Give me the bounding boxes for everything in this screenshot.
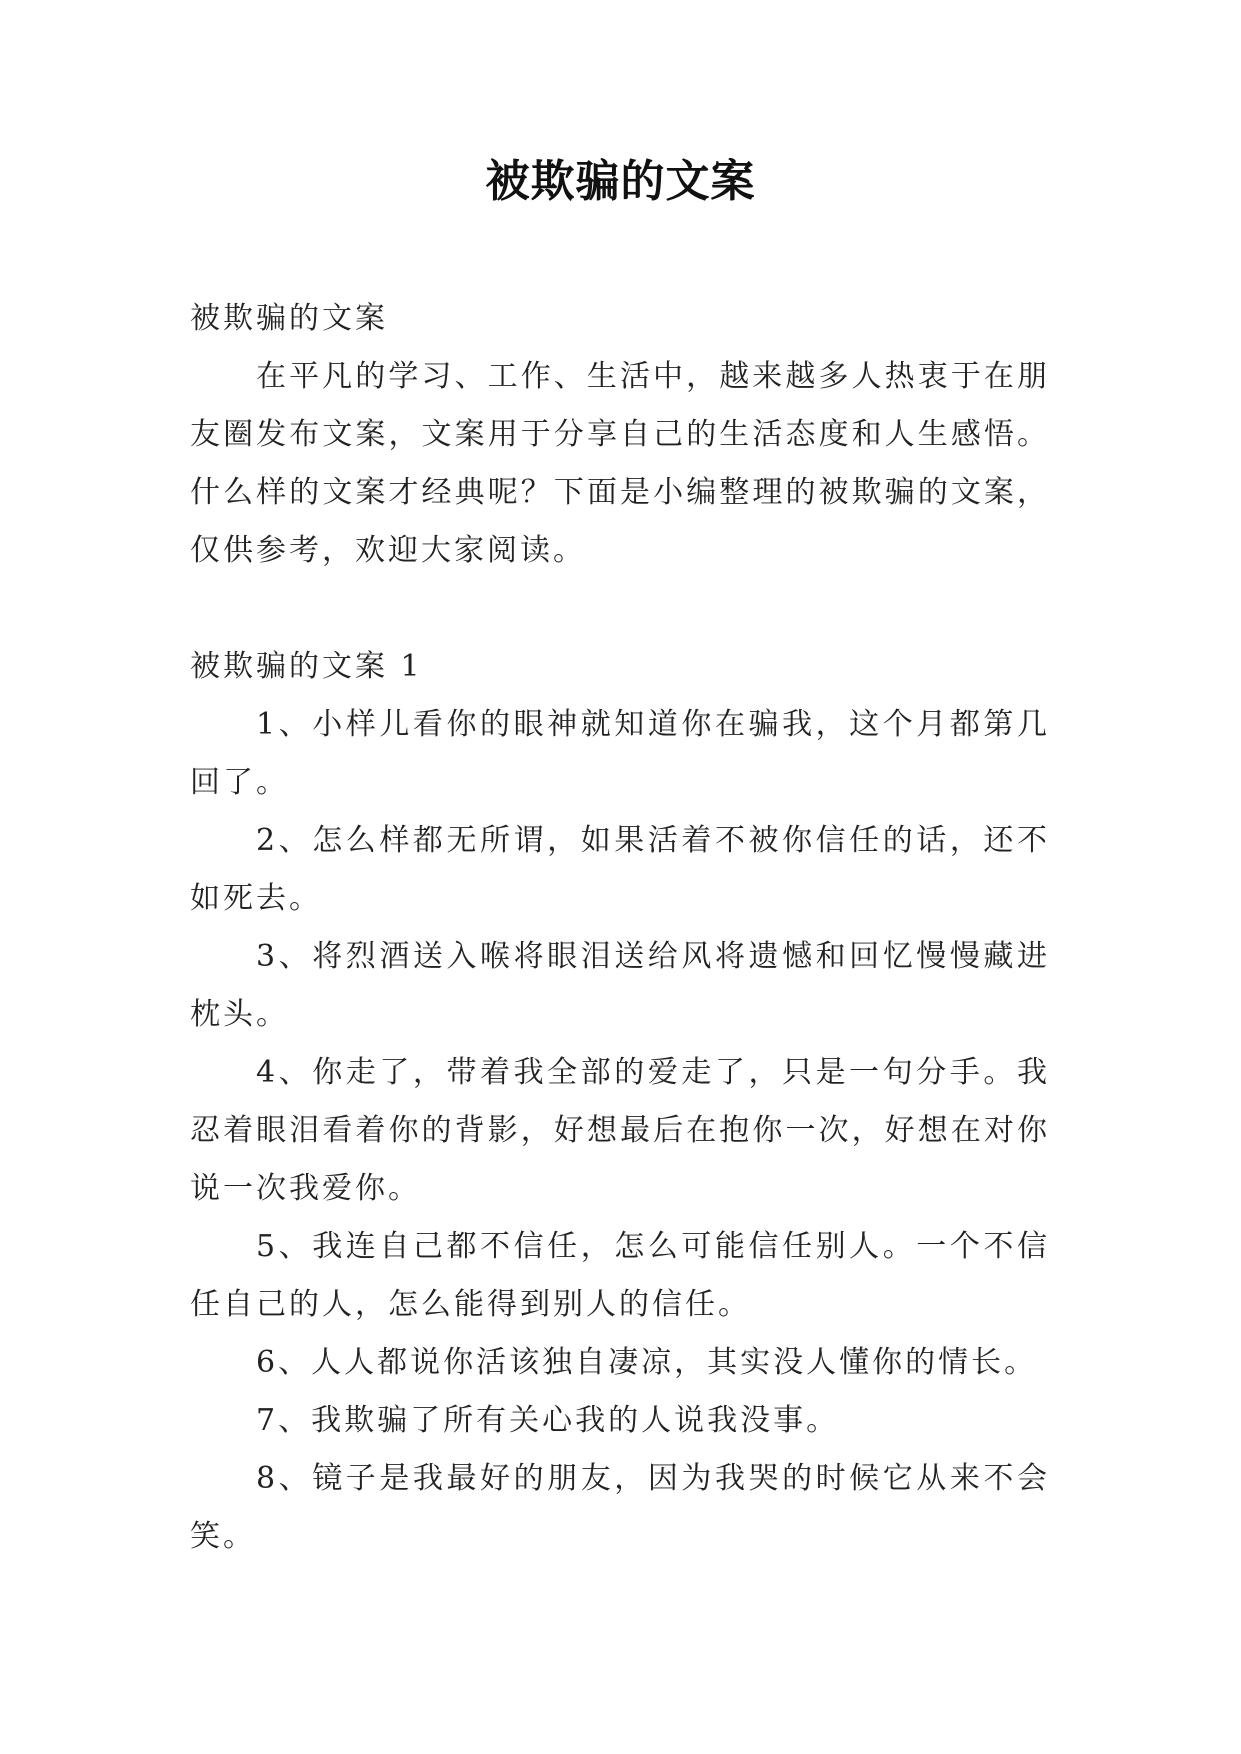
intro-paragraph: 在平凡的学习、工作、生活中，越来越多人热衷于在朋友圈发布文案，文案用于分享自己的生活态度和人生感悟。什么样的文案才经典呢？下面是小编整理的被欺骗的文案，仅供参考，欢迎大家阅读。 (190, 359, 1050, 568)
list-item: 2、怎么样都无所谓，如果活着不被你信任的话，还不如死去。 (190, 823, 1050, 916)
list-item: 7、我欺骗了所有关心我的人说我没事。 (256, 1403, 840, 1438)
intro-heading: 被欺骗的文案 (190, 301, 388, 336)
list-item: 8、镜子是我最好的朋友，因为我哭的时候它从来不会笑。 (190, 1461, 1050, 1554)
section1-heading: 被欺骗的文案 1 (190, 649, 423, 684)
list-item: 3、将烈酒送入喉将眼泪送给风将遗憾和回忆慢慢藏进枕头。 (190, 939, 1050, 1032)
list-item: 5、我连自己都不信任，怎么可能信任别人。一个不信任自己的人，怎么能得到别人的信任。 (190, 1229, 1050, 1322)
section-spacer (190, 580, 1050, 638)
list-item: 6、人人都说你活该独自凄凉，其实没人懂你的情长。 (256, 1345, 1038, 1380)
document-body (190, 290, 1050, 1566)
list-item: 1、小样儿看你的眼神就知道你在骗我，这个月都第几回了。 (190, 707, 1050, 800)
document-title: 被欺骗的文案 (485, 156, 756, 207)
list-item: 4、你走了，带着我全部的爱走了，只是一句分手。我忍着眼泪看着你的背影，好想最后在抱你一次，好想在对你说一次我爱你。 (190, 1055, 1050, 1206)
